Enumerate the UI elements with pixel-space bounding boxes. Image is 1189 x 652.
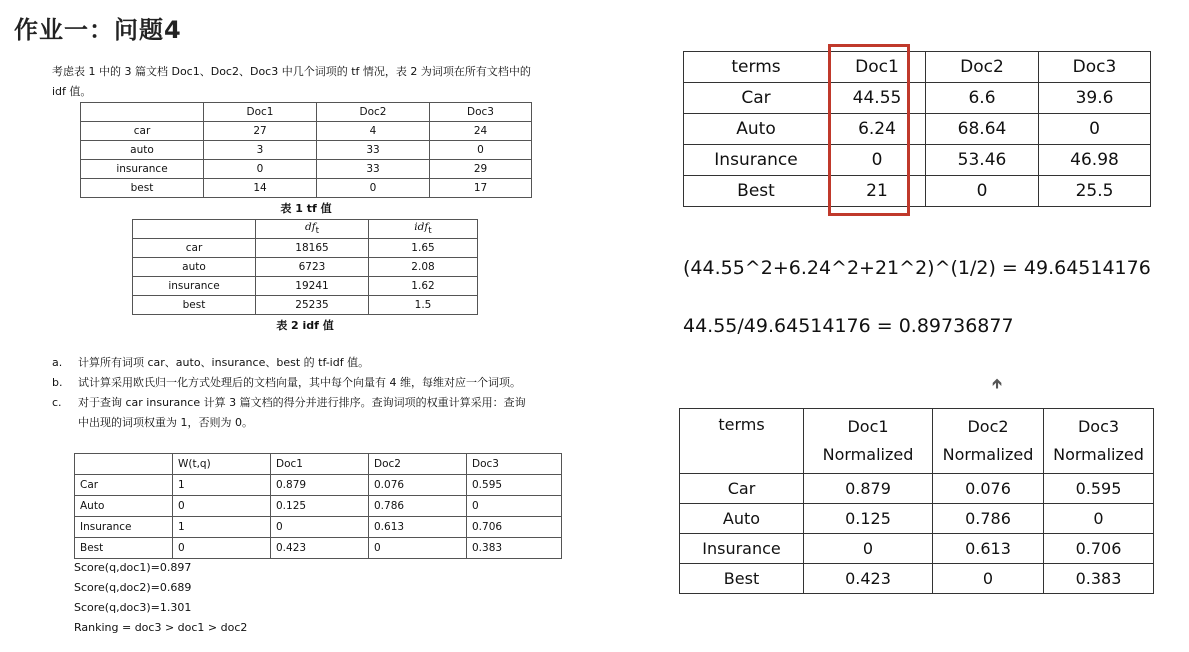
norm-cell: 0.613 xyxy=(933,534,1044,564)
idf-cell: insurance xyxy=(133,277,256,296)
table-row xyxy=(75,475,562,496)
question-list xyxy=(52,353,612,433)
norm-cell: 0 xyxy=(1044,504,1154,534)
weight-cell: 0.383 xyxy=(467,538,562,559)
tfidf-cell: 21 xyxy=(829,176,926,207)
table-row xyxy=(684,145,1151,176)
table-row xyxy=(75,538,562,559)
tf-cell: 33 xyxy=(317,160,430,179)
weight-table-header xyxy=(75,454,562,475)
norm-header-doc: Doc2 xyxy=(967,417,1009,436)
idf-header-cell xyxy=(369,220,478,239)
weight-cell: 0 xyxy=(173,496,271,517)
mouse-cursor-icon: 🡹 xyxy=(992,376,1003,392)
idf-header-cell xyxy=(256,220,369,239)
tfidf-table xyxy=(683,51,1151,207)
tf-header-cell: Doc3 xyxy=(430,103,532,122)
table-row xyxy=(81,179,532,198)
list-item xyxy=(52,353,612,373)
idf-table-header xyxy=(133,220,478,239)
table-row xyxy=(75,496,562,517)
tfidf-header-cell: Doc3 xyxy=(1039,52,1151,83)
idf-table xyxy=(132,219,478,315)
idf-cell: 1.65 xyxy=(369,239,478,258)
table-row xyxy=(81,160,532,179)
tf-cell: 3 xyxy=(204,141,317,160)
tf-cell: best xyxy=(81,179,204,198)
question-label: a. xyxy=(52,356,63,369)
norm-cell: 0 xyxy=(933,564,1044,594)
score-line: Score(q,doc3)=1.301 xyxy=(74,601,192,614)
idf-header-cell xyxy=(133,220,256,239)
weight-cell: 0.125 xyxy=(271,496,369,517)
tfidf-cell: 68.64 xyxy=(926,114,1039,145)
weight-cell: 0.423 xyxy=(271,538,369,559)
weight-cell: 0.595 xyxy=(467,475,562,496)
idf-cell: auto xyxy=(133,258,256,277)
df-subscript: t xyxy=(315,226,320,237)
tfidf-table-header xyxy=(684,52,1151,83)
weight-cell: 0 xyxy=(467,496,562,517)
question-label: b. xyxy=(52,376,63,389)
norm-header-cell: terms xyxy=(680,409,804,474)
norm-cell: 0.125 xyxy=(804,504,933,534)
tfidf-cell: Best xyxy=(684,176,829,207)
page-title: 作业一：问题4 xyxy=(14,16,182,44)
question-label xyxy=(52,413,78,433)
score-list xyxy=(74,558,247,638)
tfidf-cell: Car xyxy=(684,83,829,114)
tf-cell: insurance xyxy=(81,160,204,179)
list-item xyxy=(52,393,612,413)
tf-table-caption: 表 1 tf 值 xyxy=(280,202,332,215)
idf-cell: 6723 xyxy=(256,258,369,277)
tfidf-cell: 0 xyxy=(829,145,926,176)
tfidf-header-cell: terms xyxy=(684,52,829,83)
score-line: Score(q,doc2)=0.689 xyxy=(74,581,192,594)
tf-table-header xyxy=(81,103,532,122)
norm-cell: 0 xyxy=(804,534,933,564)
tfidf-cell: 44.55 xyxy=(829,83,926,114)
normalized-table xyxy=(679,408,1154,594)
question-text: 对于查询 car insurance 计算 3 篇文档的得分并进行排序。查询词项的权重计算采用：查询 xyxy=(78,396,526,409)
table-row xyxy=(680,564,1154,594)
weight-header-cell: Doc3 xyxy=(467,454,562,475)
weight-cell: Auto xyxy=(75,496,173,517)
norm-cell: Car xyxy=(680,474,804,504)
norm-cell: 0.423 xyxy=(804,564,933,594)
ranking-line: Ranking = doc3 > doc1 > doc2 xyxy=(74,621,248,634)
weight-cell: 1 xyxy=(173,475,271,496)
tfidf-cell: 39.6 xyxy=(1039,83,1151,114)
table-row xyxy=(684,176,1151,207)
table-row xyxy=(81,122,532,141)
table-row xyxy=(680,474,1154,504)
norm-cell: 0.786 xyxy=(933,504,1044,534)
weight-header-cell xyxy=(75,454,173,475)
score-line: Score(q,doc1)=0.897 xyxy=(74,561,192,574)
table-row xyxy=(133,239,478,258)
tf-cell: 14 xyxy=(204,179,317,198)
weight-cell: 0.706 xyxy=(467,517,562,538)
tf-cell: 27 xyxy=(204,122,317,141)
question-text: 中出现的词项权重为 1，否则为 0。 xyxy=(78,416,253,429)
tf-cell: 29 xyxy=(430,160,532,179)
idf-cell: 1.5 xyxy=(369,296,478,315)
tf-table xyxy=(80,102,532,198)
weight-cell: Insurance xyxy=(75,517,173,538)
intro-line-2: idf 值。 xyxy=(52,85,92,98)
tf-cell: 24 xyxy=(430,122,532,141)
weight-cell: 0 xyxy=(271,517,369,538)
problem-intro xyxy=(52,62,592,102)
weight-table xyxy=(74,453,562,559)
tfidf-header-cell: Doc2 xyxy=(926,52,1039,83)
weight-cell: Best xyxy=(75,538,173,559)
doc1-column-highlight xyxy=(828,44,910,216)
idf-cell: 1.62 xyxy=(369,277,478,296)
question-label: c. xyxy=(52,396,62,409)
tf-cell: 0 xyxy=(204,160,317,179)
weight-cell: 0.076 xyxy=(369,475,467,496)
norm-cell: 0.879 xyxy=(804,474,933,504)
df-symbol: df xyxy=(304,221,316,234)
weight-header-cell: W(t,q) xyxy=(173,454,271,475)
idf-cell: 2.08 xyxy=(369,258,478,277)
table-row xyxy=(684,83,1151,114)
weight-cell: 0.879 xyxy=(271,475,369,496)
tfidf-cell: 6.24 xyxy=(829,114,926,145)
weight-header-cell: Doc2 xyxy=(369,454,467,475)
weight-cell: 0 xyxy=(173,538,271,559)
norm-header-sub: Normalized xyxy=(942,445,1034,464)
tf-cell: 33 xyxy=(317,141,430,160)
weight-cell: 0 xyxy=(369,538,467,559)
weight-cell: 1 xyxy=(173,517,271,538)
table-row xyxy=(684,114,1151,145)
idf-symbol: idf xyxy=(414,221,429,234)
norm-cell: 0.076 xyxy=(933,474,1044,504)
list-item xyxy=(52,413,612,433)
normalized-table-header xyxy=(680,409,1154,474)
tf-header-cell: Doc2 xyxy=(317,103,430,122)
tf-cell: car xyxy=(81,122,204,141)
norm-header-cell xyxy=(804,409,933,474)
tfidf-cell: 25.5 xyxy=(1039,176,1151,207)
idf-cell: best xyxy=(133,296,256,315)
tf-cell: 17 xyxy=(430,179,532,198)
norm-cell: Auto xyxy=(680,504,804,534)
norm-header-cell xyxy=(1044,409,1154,474)
weight-cell: 0.786 xyxy=(369,496,467,517)
tfidf-cell: 0 xyxy=(1039,114,1151,145)
norm-header-sub: Normalized xyxy=(1053,445,1144,464)
list-item xyxy=(52,373,612,393)
intro-line-1: 考虑表 1 中的 3 篇文档 Doc1、Doc2、Doc3 中几个词项的 tf 情况，表 2 为词项在所有文档中的 xyxy=(52,65,531,78)
idf-table-caption: 表 2 idf 值 xyxy=(276,319,334,332)
idf-cell: 18165 xyxy=(256,239,369,258)
idf-cell: car xyxy=(133,239,256,258)
norm-header-cell xyxy=(933,409,1044,474)
norm-formula: (44.55^2+6.24^2+21^2)^(1/2) = 49.64514176 xyxy=(683,257,1151,279)
question-text: 计算所有词项 car、auto、insurance、best 的 tf-idf 值。 xyxy=(78,356,370,369)
tfidf-cell: 0 xyxy=(926,176,1039,207)
tfidf-header-cell: Doc1 xyxy=(829,52,926,83)
table-row xyxy=(75,517,562,538)
tfidf-cell: 6.6 xyxy=(926,83,1039,114)
norm-cell: 0.595 xyxy=(1044,474,1154,504)
tf-header-cell xyxy=(81,103,204,122)
norm-header-sub: Normalized xyxy=(822,445,914,464)
tfidf-cell: Insurance xyxy=(684,145,829,176)
table-row xyxy=(680,504,1154,534)
table-row xyxy=(133,258,478,277)
idf-cell: 19241 xyxy=(256,277,369,296)
weight-header-cell: Doc1 xyxy=(271,454,369,475)
tfidf-cell: 46.98 xyxy=(1039,145,1151,176)
norm-cell: 0.383 xyxy=(1044,564,1154,594)
tf-cell: auto xyxy=(81,141,204,160)
question-text: 试计算采用欧氏归一化方式处理后的文档向量，其中每个向量有 4 维，每维对应一个词项。 xyxy=(78,376,521,389)
tf-header-cell: Doc1 xyxy=(204,103,317,122)
weight-cell: 0.613 xyxy=(369,517,467,538)
norm-header-doc: Doc3 xyxy=(1077,417,1120,436)
table-row xyxy=(133,277,478,296)
norm-header-doc: Doc1 xyxy=(847,417,889,436)
idf-cell: 25235 xyxy=(256,296,369,315)
table-row xyxy=(133,296,478,315)
norm-cell: 0.706 xyxy=(1044,534,1154,564)
tfidf-cell: Auto xyxy=(684,114,829,145)
table-row xyxy=(81,141,532,160)
weight-cell: Car xyxy=(75,475,173,496)
idf-subscript: t xyxy=(428,226,432,237)
norm-cell: Best xyxy=(680,564,804,594)
norm-cell: Insurance xyxy=(680,534,804,564)
tf-cell: 0 xyxy=(317,179,430,198)
doc1-car-formula: 44.55/49.64514176 = 0.89736877 xyxy=(683,315,1014,337)
tf-cell: 0 xyxy=(430,141,532,160)
table-row xyxy=(680,534,1154,564)
tfidf-cell: 53.46 xyxy=(926,145,1039,176)
tf-cell: 4 xyxy=(317,122,430,141)
